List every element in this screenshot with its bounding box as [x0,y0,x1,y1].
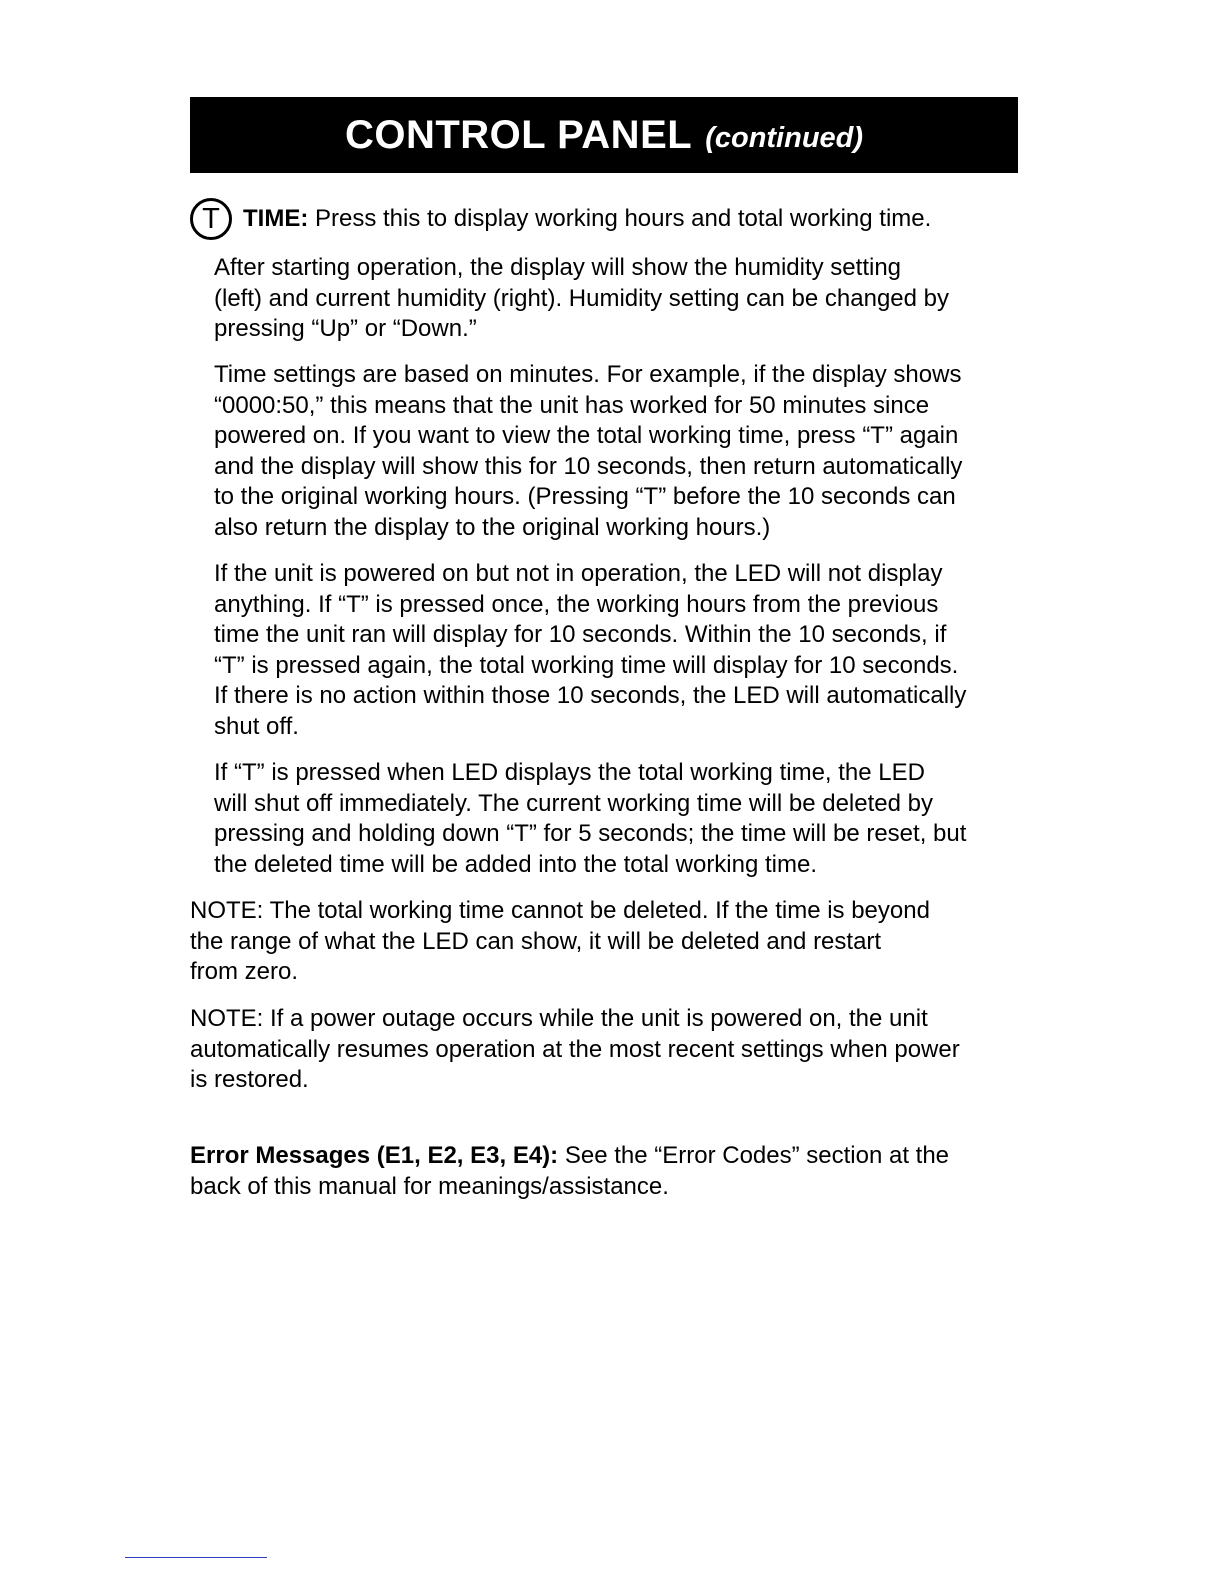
error-label: Error Messages (E1, E2, E3, E4): [190,1142,559,1169]
section-title: CONTROL PANEL [344,112,693,157]
text-line: If “T” is pressed when LED displays the total working time, the LED [214,759,925,786]
text-line: “T” is pressed again, the total working time will display for 10 seconds. [214,651,959,679]
note-power-outage [190,1004,1030,1096]
text-line: to the original working hours. (Pressing “T” before the 10 seconds can [214,483,956,510]
text-line: the range of what the LED can show, it will be deleted and restart [190,927,882,955]
note-total-time [190,896,1030,988]
section-header [190,97,1018,173]
error-messages [190,1141,1030,1202]
text-line: NOTE: If a power outage occurs while the unit is powered on, the unit [190,1005,928,1032]
text-line: See the “Error Codes” section at the [564,1142,950,1169]
text-line: After starting operation, the display will show the humidity setting [214,254,902,281]
text-line: pressing “Up” or “Down.” [214,315,477,342]
time-text: Press this to display working hours and total working time. [315,205,932,232]
paragraph-time-settings [214,360,1029,543]
text-line: automatically resumes operation at the most recent settings when power [190,1035,960,1063]
text-line: NOTE: The total working time cannot be deleted. If the time is beyond [190,897,930,924]
paragraph-reset [214,758,1029,880]
text-line: the deleted time will be added into the total working time. [214,850,818,878]
text-line: from zero. [190,958,299,985]
time-description [243,204,931,234]
text-line: (left) and current humidity (right). Humidity setting can be changed by [214,284,950,312]
text-line: If the unit is powered on but not in operation, the LED will not display [214,560,943,587]
text-line: anything. If “T” is pressed once, the working hours from the previous [214,590,939,618]
text-line: Time settings are based on minutes. For example, if the display shows [214,361,962,388]
text-line: also return the display to the original working hours.) [214,513,771,541]
text-line: powered on. If you want to view the total working time, press “T” again [214,422,959,449]
text-line: will shut off immediately. The current working time will be deleted by [214,789,933,817]
text-line: time the unit ran will display for 10 seconds. Within the 10 seconds, if [214,621,947,648]
text-line: If there is no action within those 10 seconds, the LED will automatically [214,682,967,709]
time-heading [190,198,1030,240]
text-line: pressing and holding down “T” for 5 seconds; the time will be reset, but [214,820,967,847]
paragraph-humidity [214,253,1029,345]
paragraph-powered-on [214,559,1029,742]
text-line: and the display will show this for 10 seconds, then return automatically [214,452,963,480]
section-subtitle: (continued) [705,121,864,154]
footer-rule [125,1557,267,1558]
text-line: “0000:50,” this means that the unit has worked for 50 minutes since [214,391,930,419]
text-line: shut off. [214,712,299,740]
text-line: is restored. [190,1066,309,1093]
text-line: back of this manual for meanings/assistance. [190,1172,669,1200]
time-button-icon: T [190,198,232,240]
time-label: TIME: [243,205,309,232]
